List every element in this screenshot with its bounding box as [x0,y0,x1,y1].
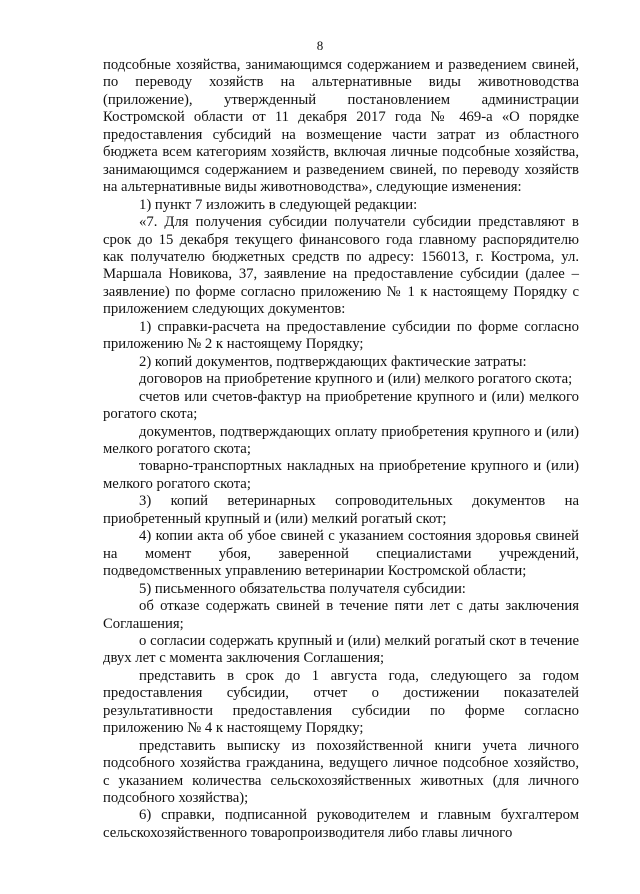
paragraph: представить выписку из похозяйственной книги учета личного подсобного хозяйства гражданина, ведущего личное подсобное хозяйство, с указанием количества сельскохозяйственных животных (для личного подсобного хозяйства); [103,737,579,807]
paragraph: счетов или счетов-фактур на приобретение крупного и (или) мелкого рогатого скота; [103,388,579,423]
paragraph: 2) копий документов, подтверждающих фактические затраты: [139,353,527,370]
paragraph: 4) копии акта об убое свиней с указанием состояния здоровья свиней на момент убоя, заверенной специалистами учреждений, подведомственных управлению ветеринарии Костромской области; [103,528,579,580]
paragraph: товарно-транспортных накладных на приобретение крупного и (или) мелкого рогатого скота; [103,458,579,492]
paragraph: 3) копий ветеринарных сопроводительных документов на приобретенный крупный и (или) мелкий рогатый скот; [103,493,579,527]
paragraph: «7. Для получения субсидии получатели субсидии представляют в срок до 15 декабря текущего финансового года главному распорядителю как получателю бюджетных средств по адресу: 156013, г. Кострома, ул. Маршала Новикова, 37, заявление на предоставление субсидии (далее – заявление) по форме согласно приложению № 1 к настоящему Порядку с приложением следующих документов: [103,214,579,318]
paragraph: 1) справки-расчета на предоставление субсидии по форме согласно приложению № 2 к настоящему Порядку; [103,318,579,353]
paragraph: договоров на приобретение крупного и (или) мелкого рогатого скота; [139,371,573,388]
paragraph: 6) справки, подписанной руководителем и главным бухгалтером сельскохозяйственного товаропроизводителя либо главы личного [103,807,579,841]
paragraph: о согласии содержать крупный и (или) мелкий рогатый скот в течение двух лет с момента заключения Соглашения; [103,632,579,667]
paragraph: об отказе содержать свиней в течение пяти лет с даты заключения Соглашения; [103,598,579,632]
paragraph: представить в срок до 1 августа года, следующего за годом предоставления субсидии, отчет о достижении показателей результативности предоставления субсидии по форме согласно приложению № 4 к настоящему Порядку; [103,667,579,737]
document-body [103,57,579,842]
paragraph: документов, подтверждающих оплату приобретения крупного и (или) мелкого рогатого скота; [103,423,579,457]
paragraph: подсобные хозяйства, занимающимся содержанием и разведением свиней, по переводу хозяйств на альтернативные виды животноводства (приложение), утвержденный постановлением администрации Костромской области от 11 декабря 2017 года № 469-а «О порядке предоставления субсидий на возмещение части затрат из областного бюджета всем категориям хозяйств, включая личные подсобные хозяйства, занимающимся содержанием и разведением свиней, по переводу хозяйств на альтернативные виды животноводства», следующие изменения: [103,57,579,196]
paragraph: 1) пункт 7 изложить в следующей редакции: [139,196,418,213]
page-number: 8 [316,38,324,53]
paragraph: 5) письменного обязательства получателя субсидии: [139,580,466,597]
